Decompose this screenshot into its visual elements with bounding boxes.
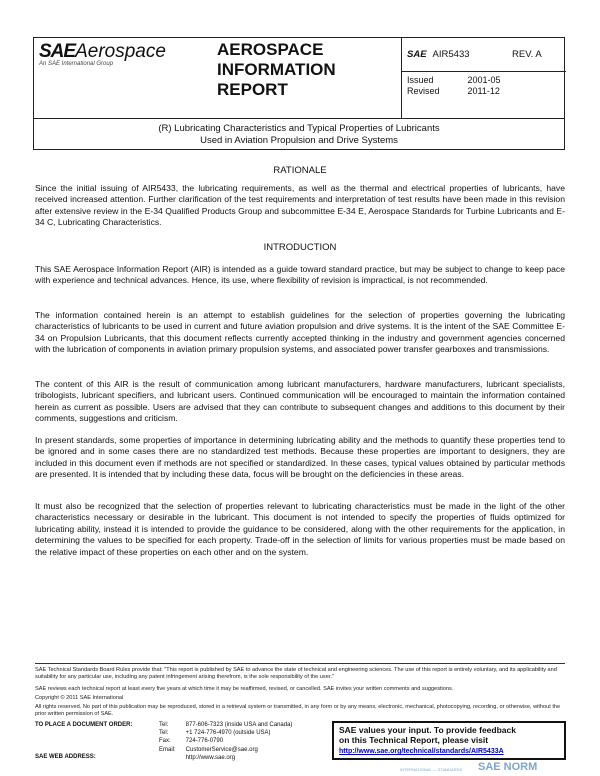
title-line: (R) Lubricating Characteristics and Typical Properties of Lubricants [158, 123, 440, 134]
footer-divider [35, 663, 565, 664]
footer-rules: SAE Technical Standards Board Rules provide that: "This report is published by SAE to advance the state of technical and engineering sciences. The use of this report is entirely voluntary, and its applicability and suitability for any particular use, including any patent infringement arising therefrom, is the sole responsibility of the user." [35, 667, 557, 681]
website-link[interactable]: http://www.sae.org [185, 754, 236, 761]
revised-label: Revised [407, 86, 440, 96]
doc-type-line: AEROSPACE [217, 40, 324, 59]
contact-label: Tel: [159, 722, 169, 728]
feedback-text: on this Technical Report, please visit [339, 735, 489, 745]
footer-review: SAE reviews each technical report at least every five years at which time it may be reaffirmed, revised, or cancelled. SAE invites your written comments and suggestions. [35, 686, 454, 692]
contact-label: Tel: [159, 730, 169, 737]
watermark-sub: INTERNATIONAL — STANDARDS [400, 767, 463, 772]
contact-value: 877-606-7323 (inside USA and Canada) [185, 722, 293, 728]
header-box [33, 37, 565, 150]
rationale-heading: RATIONALE [273, 165, 327, 176]
footer-rights: All rights reserved. No part of this publication may be reproduced, stored in a retrieval system or transmitted, in any form or by any means, electronic, mechanical, photocopying, recording, or otherwise, without the prior written permission of SAE. [35, 704, 561, 718]
revised-date: 2011-12 [467, 86, 500, 96]
order-labels [35, 721, 132, 761]
paragraph: The content of this AIR is the result of communication among lubricant manufacturers, hardware manufacturers, lubricant specialists, tribologists, lubricant specifiers, and lubricant users. Continued communication will be encouraged to maintain the information contained herein as current as possible. Users are advised that they can contribute to subsequent changes and additions to this document by their comments, suggestions and criticism. [35, 379, 565, 424]
sae-aerospace-logo [39, 41, 166, 67]
contact-value: 724-776-0790 [185, 738, 224, 745]
document-type [217, 40, 336, 100]
paragraph: It must also be recognized that the selection of properties relevant to lubricating characteristics must be made in the light of the other characteristics necessary or desirable in the lubricant. This document is not intended to specify the properties of fluids optimized for lubricating ability, instead it is intended to provide the guidance to be considered, along with the other requirements for the application, in determining the values to be specified for each property. Trade-off in the selection of limits for various properties must be made based on the relative impact of these properties on each other and on the system. [35, 501, 565, 557]
logo-sae: SAE [39, 41, 76, 62]
doc-type-line: INFORMATION [217, 60, 336, 79]
contact-value[interactable]: CustomerService@sae.org [185, 746, 258, 753]
contact-label: Email: [159, 746, 176, 753]
order-label: TO PLACE A DOCUMENT ORDER: [35, 722, 133, 728]
issued-date: 2001-05 [467, 75, 501, 85]
watermark: SAE NORM [478, 761, 538, 773]
contact-value: +1 724-776-4970 (outside USA) [185, 730, 271, 737]
feedback-text: SAE values your input. To provide feedback [339, 725, 516, 735]
divider [401, 38, 402, 118]
revision: REV. A [512, 49, 542, 60]
feedback-link[interactable]: http://www.sae.org/technical/standards/AIR5433A [339, 748, 504, 755]
footer-copyright: Copyright © 2011 SAE International [35, 695, 124, 701]
document-number [407, 49, 542, 60]
web-address-label: SAE WEB ADDRESS: [35, 754, 96, 761]
sae-mark-icon: SAE [407, 49, 427, 60]
doc-type-line: REPORT [217, 80, 288, 99]
paragraph: In present standards, some properties of importance in determining lubricating ability and the methods to quantify these properties tend to be ignored and in some cases there are no standardized test methods. Because these properties are important to designers, they are included in this document even if methods are not specified or standardized. In these cases, typical values obtained by particular methods are presented. It is intended that by including these data, focus will be brought on the deficiencies in these areas. [35, 435, 565, 480]
contact-label [159, 754, 186, 762]
doc-number: AIR5433 [432, 49, 470, 60]
dates-table [407, 75, 529, 97]
contact-label: Fax: [159, 738, 171, 745]
paragraph: This SAE Aerospace Information Report (AIR) is intended as a guide toward standard practice, but may be subject to change to keep pace with experience and technical advances. Hence, its use, where flexibility of revision is impractical, is not recommended. [35, 264, 565, 286]
divider [34, 118, 564, 119]
divider [401, 71, 566, 72]
rationale-paragraph: Since the initial issuing of AIR5433, the lubricating requirements, as well as the thermal and electrical properties of lubricants, have received increased attention. Further clarification of the test requirements and interpretation of test results have been made in this revision after extensive review in the E-34 Qualified Products Group and subcommittee E-34 E, Aerospace Standards for Turbine Lubricants and E-34 C, Lubricating Characteristics. [35, 183, 565, 228]
contacts-table [159, 721, 302, 762]
document-title [34, 123, 564, 147]
logo-subtitle: An SAE International Group [39, 61, 114, 67]
paragraph: The information contained herein is an attempt to establish guidelines for the selection of properties governing the lubricating characteristics of lubricants to be used in current and future aviation propulsion and drive systems. It is the intent of the SAE Committee E-34 on Propulsion Lubricants, that this document reflects currently accepted thinking in the industry and government agencies concerned with the lubrication of components in aviation primary propulsion systems, and associated power transfer gearboxes and transmissions. [35, 310, 565, 355]
feedback-box [332, 721, 566, 760]
issued-label: Issued [407, 75, 434, 85]
title-line: Used in Aviation Propulsion and Drive Systems [200, 135, 398, 146]
introduction-heading: INTRODUCTION [263, 242, 337, 253]
logo-aerospace: Aerospace [75, 41, 166, 62]
